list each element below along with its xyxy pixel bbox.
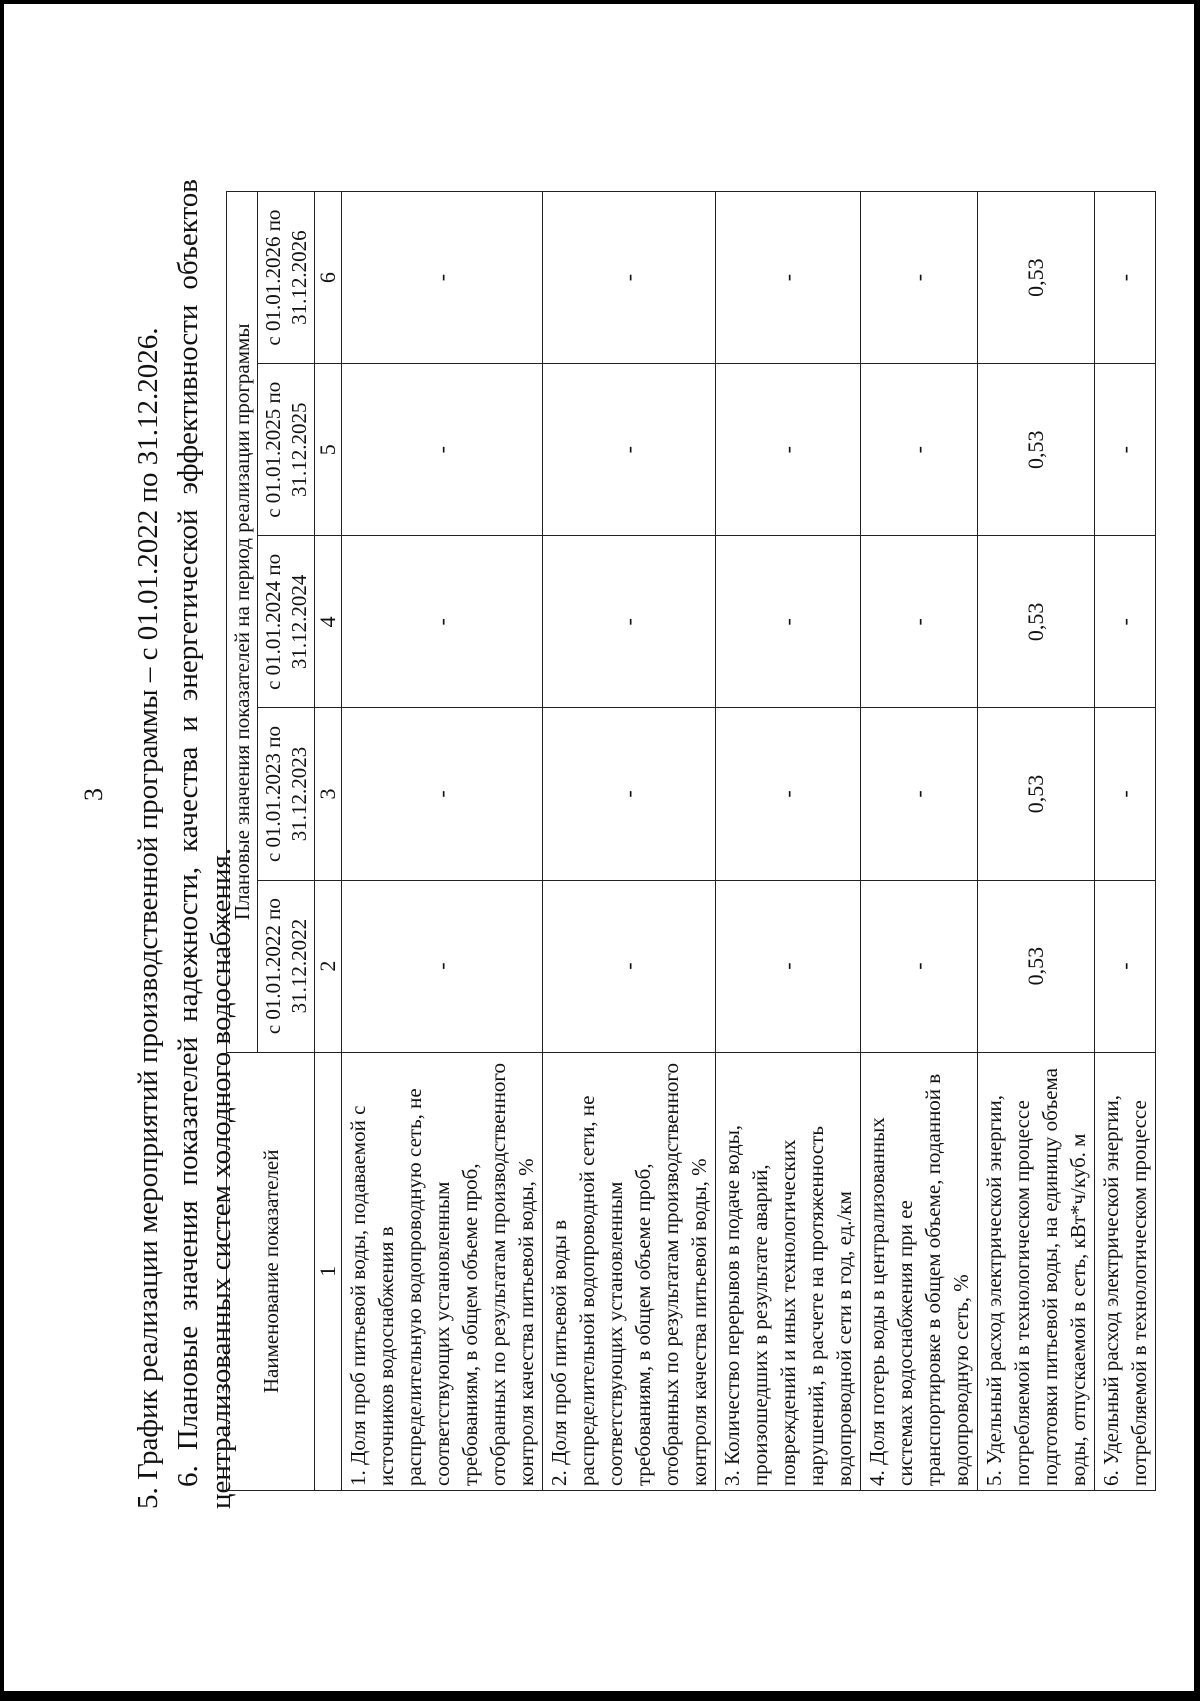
column-number: 3 [315,708,342,880]
indicator-value: - [716,708,861,880]
indicator-value: 0,53 [978,708,1095,880]
indicator-name: 4. Доля потерь воды в централизованных системах водоснабжения при ее транспортировке в общем объеме, поданной в водопроводную сеть, % [861,1052,978,1490]
indicator-value: 0,53 [978,536,1095,708]
indicator-value: - [716,364,861,536]
indicator-value: - [342,364,543,536]
indicator-value: - [716,192,861,364]
table-row [342,192,543,1491]
indicator-value: - [1095,364,1156,536]
table-row [978,192,1095,1491]
header-period: с 01.01.2022 по 31.12.2022 [258,880,315,1052]
header-indicator-name: Наименование показателей [227,1052,315,1490]
column-number: 2 [315,880,342,1052]
indicators-table [226,191,1156,1491]
indicator-value: - [716,536,861,708]
indicator-value: - [543,192,716,364]
rotated-content [4,4,1200,1701]
indicator-name: 1. Доля проб питьевой воды, подаваемой с источников водоснабжения в распределительную водопроводную сеть, не соответствующих установленным требованиям, в общем объеме проб, отобранных по результатам производственного контроля качества питьевой воды, % [342,1052,543,1490]
section-5-heading: 5. График реализации мероприятий производственной программы – с 01.01.2022 по 31.12.2026. [132,327,164,1509]
indicator-name: 2. Доля проб питьевой воды в распределительной водопроводной сети, не соответствующих установленным требованиям, в общем объеме проб, отобранных по результатам производственного контроля качества питьевой воды, % [543,1052,716,1490]
column-number: 5 [315,364,342,536]
indicator-value: - [543,708,716,880]
indicator-value: - [1095,536,1156,708]
indicator-name: 3. Количество перерывов в подаче воды, произошедших в результате аварий, повреждений и иных технологических нарушений, в расчете на протяженность водопроводной сети в год, ед./км [716,1052,861,1490]
document-page [4,4,1194,1691]
indicator-value: - [1095,192,1156,364]
indicator-value: - [342,708,543,880]
column-number: 1 [315,1052,342,1490]
page-number: 3 [79,788,108,801]
indicator-value: - [861,192,978,364]
indicator-value: 0,53 [978,192,1095,364]
indicator-value: 0,53 [978,364,1095,536]
section-6-heading-line2: централизованных систем холодного водоснабжения. [205,847,237,1509]
table-row [861,192,978,1491]
indicator-value: - [861,880,978,1052]
indicator-value: - [543,880,716,1052]
indicator-value: - [861,708,978,880]
header-period: с 01.01.2023 по 31.12.2023 [258,708,315,880]
header-period: с 01.01.2025 по 31.12.2025 [258,364,315,536]
indicator-value: - [861,536,978,708]
indicator-name: 6. Удельный расход электрической энергии, потребляемой в технологическом процессе [1095,1052,1156,1490]
indicator-name: 5. Удельный расход электрической энергии, потребляемой в технологическом процессе подготовки питьевой воды, на единицу объема воды, отпускаемой в сеть, кВт*ч/куб. м [978,1052,1095,1490]
indicator-value: - [1095,708,1156,880]
indicator-value: - [342,192,543,364]
table-row [543,192,716,1491]
column-number: 4 [315,536,342,708]
indicator-value: - [1095,880,1156,1052]
section-6-heading-line1: 6. Плановые значения показателей надежности, качества и энергетической эффективности объектов [172,179,204,1487]
table-row [716,192,861,1491]
header-period: с 01.01.2024 по 31.12.2024 [258,536,315,708]
header-period: с 01.01.2026 по 31.12.2026 [258,192,315,364]
indicator-value: - [342,880,543,1052]
table-row [1095,192,1156,1491]
indicator-value: - [543,536,716,708]
indicator-value: 0,53 [978,880,1095,1052]
indicator-value: - [861,364,978,536]
indicator-value: - [716,880,861,1052]
column-number: 6 [315,192,342,364]
indicator-value: - [342,536,543,708]
indicator-value: - [543,364,716,536]
header-planned-values: Плановые значения показателей на период реализации программы [227,192,258,1053]
